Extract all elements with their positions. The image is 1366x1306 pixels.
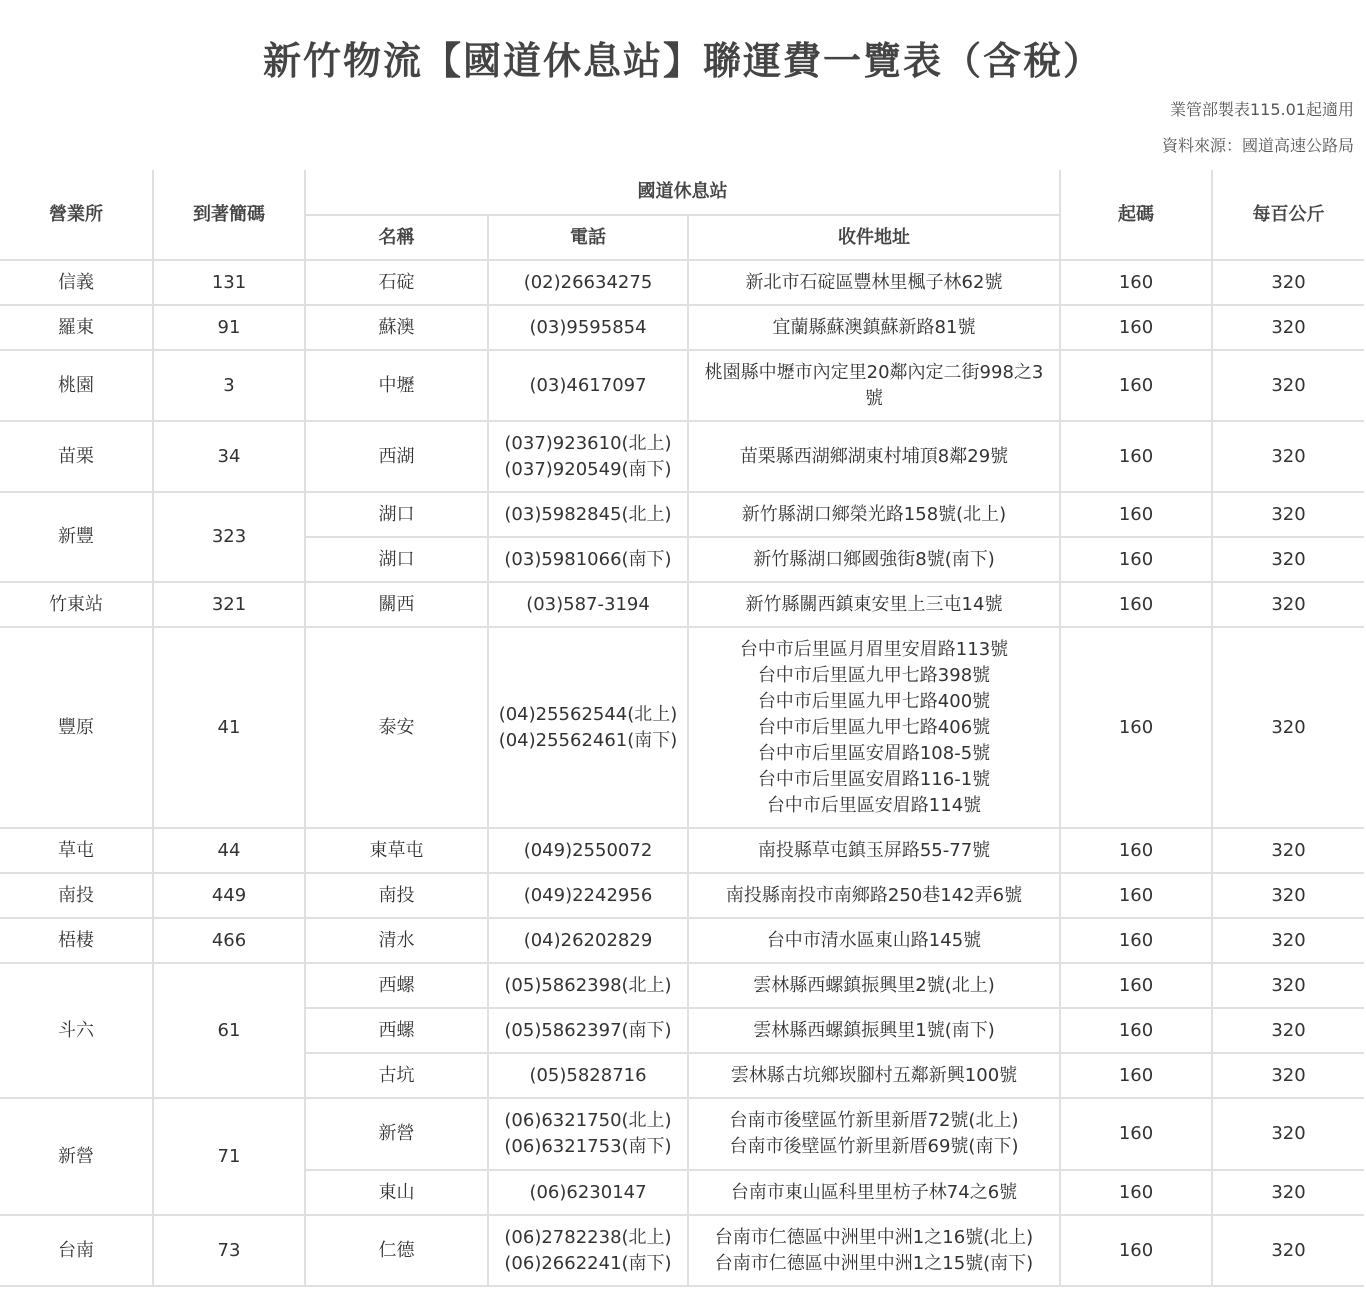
table-row	[0, 305, 1364, 350]
base-fee-cell: 160	[1060, 492, 1212, 537]
station-name-cell: 石碇	[305, 260, 488, 305]
code-cell: 41	[153, 627, 305, 828]
phone-cell: (06)6321750(北上) (06)6321753(南下)	[488, 1098, 688, 1170]
per-100kg-cell: 320	[1212, 350, 1364, 421]
station-name-cell: 古坑	[305, 1053, 488, 1098]
office-cell: 信義	[0, 260, 153, 305]
station-name-cell: 湖口	[305, 492, 488, 537]
address-cell: 台中市清水區東山路145號	[688, 918, 1060, 963]
address-cell: 新竹縣關西鎮東安里上三屯14號	[688, 582, 1060, 627]
address-cell: 台南市後壁區竹新里新厝72號(北上) 台南市後壁區竹新里新厝69號(南下)	[688, 1098, 1060, 1170]
address-cell: 台南市東山區科里里枋子林74之6號	[688, 1170, 1060, 1215]
station-name-cell: 南投	[305, 873, 488, 918]
base-fee-cell: 160	[1060, 627, 1212, 828]
base-fee-cell: 160	[1060, 305, 1212, 350]
per-100kg-cell: 320	[1212, 305, 1364, 350]
header-rest-stop-group: 國道休息站	[305, 170, 1060, 215]
office-cell: 斗六	[0, 963, 153, 1098]
per-100kg-cell: 320	[1212, 918, 1364, 963]
office-cell: 苗栗	[0, 421, 153, 492]
code-cell: 91	[153, 305, 305, 350]
per-100kg-cell: 320	[1212, 1098, 1364, 1170]
base-fee-cell: 160	[1060, 1008, 1212, 1053]
per-100kg-cell: 320	[1212, 421, 1364, 492]
base-fee-cell: 160	[1060, 350, 1212, 421]
phone-cell: (049)2550072	[488, 828, 688, 873]
phone-cell: (06)6230147	[488, 1170, 688, 1215]
phone-cell: (06)2782238(北上) (06)2662241(南下)	[488, 1215, 688, 1286]
header-per-100kg: 每百公斤	[1212, 170, 1364, 260]
station-name-cell: 西湖	[305, 421, 488, 492]
address-cell: 南投縣草屯鎮玉屏路55-77號	[688, 828, 1060, 873]
station-name-cell: 清水	[305, 918, 488, 963]
table-row	[0, 828, 1364, 873]
base-fee-cell: 160	[1060, 260, 1212, 305]
address-cell: 雲林縣西螺鎮振興里2號(北上)	[688, 963, 1060, 1008]
per-100kg-cell: 320	[1212, 582, 1364, 627]
address-cell: 台南市仁德區中洲里中洲1之16號(北上) 台南市仁德區中洲里中洲1之15號(南下)	[688, 1215, 1060, 1286]
code-cell: 466	[153, 918, 305, 963]
phone-cell: (037)923610(北上) (037)920549(南下)	[488, 421, 688, 492]
station-name-cell: 西螺	[305, 963, 488, 1008]
phone-cell: (05)5828716	[488, 1053, 688, 1098]
office-cell: 豐原	[0, 627, 153, 828]
phone-cell: (049)2242956	[488, 873, 688, 918]
fee-table	[0, 170, 1364, 1287]
table-row	[0, 260, 1364, 305]
address-cell: 台中市后里區月眉里安眉路113號 台中市后里區九甲七路398號 台中市后里區九甲七路400號 台中市后里區九甲七路406號 台中市后里區安眉路108-5號 台中市后里區安眉路116-1號 台中市后里區安眉路114號	[688, 627, 1060, 828]
per-100kg-cell: 320	[1212, 1008, 1364, 1053]
header-code: 到著簡碼	[153, 170, 305, 260]
phone-cell: (04)25562544(北上) (04)25562461(南下)	[488, 627, 688, 828]
phone-cell: (03)9595854	[488, 305, 688, 350]
per-100kg-cell: 320	[1212, 537, 1364, 582]
code-cell: 321	[153, 582, 305, 627]
base-fee-cell: 160	[1060, 537, 1212, 582]
office-cell: 草屯	[0, 828, 153, 873]
phone-cell: (03)5981066(南下)	[488, 537, 688, 582]
code-cell: 34	[153, 421, 305, 492]
code-cell: 323	[153, 492, 305, 582]
base-fee-cell: 160	[1060, 873, 1212, 918]
per-100kg-cell: 320	[1212, 1053, 1364, 1098]
base-fee-cell: 160	[1060, 1098, 1212, 1170]
page-title: 新竹物流【國道休息站】聯運費一覽表（含稅）	[262, 39, 1103, 83]
address-cell: 苗栗縣西湖鄉湖東村埔頂8鄰29號	[688, 421, 1060, 492]
code-cell: 61	[153, 963, 305, 1098]
table-row	[0, 492, 1364, 537]
address-cell: 雲林縣西螺鎮振興里1號(南下)	[688, 1008, 1060, 1053]
base-fee-cell: 160	[1060, 1170, 1212, 1215]
station-name-cell: 東草屯	[305, 828, 488, 873]
header-address: 收件地址	[688, 215, 1060, 260]
header-office: 營業所	[0, 170, 153, 260]
office-cell: 新營	[0, 1098, 153, 1215]
table-row	[0, 1098, 1364, 1170]
table-row	[0, 421, 1364, 492]
source-note: 資料來源：國道高速公路局	[1161, 136, 1354, 155]
office-cell: 梧棲	[0, 918, 153, 963]
address-cell: 新北市石碇區豐林里楓子林62號	[688, 260, 1060, 305]
table-row	[0, 1215, 1364, 1286]
office-cell: 南投	[0, 873, 153, 918]
address-cell: 宜蘭縣蘇澳鎮蘇新路81號	[688, 305, 1060, 350]
station-name-cell: 東山	[305, 1170, 488, 1215]
code-cell: 73	[153, 1215, 305, 1286]
header-base-fee: 起碼	[1060, 170, 1212, 260]
phone-cell: (04)26202829	[488, 918, 688, 963]
phone-cell: (03)5982845(北上)	[488, 492, 688, 537]
per-100kg-cell: 320	[1212, 1170, 1364, 1215]
table-row	[0, 627, 1364, 828]
base-fee-cell: 160	[1060, 963, 1212, 1008]
office-cell: 竹東站	[0, 582, 153, 627]
station-name-cell: 關西	[305, 582, 488, 627]
per-100kg-cell: 320	[1212, 963, 1364, 1008]
phone-cell: (05)5862397(南下)	[488, 1008, 688, 1053]
address-cell: 新竹縣湖口鄉榮光路158號(北上)	[688, 492, 1060, 537]
phone-cell: (05)5862398(北上)	[488, 963, 688, 1008]
header-name: 名稱	[305, 215, 488, 260]
station-name-cell: 泰安	[305, 627, 488, 828]
per-100kg-cell: 320	[1212, 828, 1364, 873]
code-cell: 71	[153, 1098, 305, 1215]
table-row	[0, 350, 1364, 421]
per-100kg-cell: 320	[1212, 1215, 1364, 1286]
station-name-cell: 西螺	[305, 1008, 488, 1053]
office-cell: 台南	[0, 1215, 153, 1286]
phone-cell: (03)4617097	[488, 350, 688, 421]
base-fee-cell: 160	[1060, 1215, 1212, 1286]
station-name-cell: 仁德	[305, 1215, 488, 1286]
per-100kg-cell: 320	[1212, 873, 1364, 918]
base-fee-cell: 160	[1060, 421, 1212, 492]
address-cell: 南投縣南投市南鄉路250巷142弄6號	[688, 873, 1060, 918]
phone-cell: (02)26634275	[488, 260, 688, 305]
effective-note: 業管部製表115.01起適用	[1170, 100, 1354, 119]
phone-cell: (03)587-3194	[488, 582, 688, 627]
address-cell: 雲林縣古坑鄉崁腳村五鄰新興100號	[688, 1053, 1060, 1098]
address-cell: 桃園縣中壢市內定里20鄰內定二街998之3號	[688, 350, 1060, 421]
code-cell: 449	[153, 873, 305, 918]
table-row	[0, 873, 1364, 918]
station-name-cell: 中壢	[305, 350, 488, 421]
code-cell: 131	[153, 260, 305, 305]
address-cell: 新竹縣湖口鄉國強街8號(南下)	[688, 537, 1060, 582]
office-cell: 新豐	[0, 492, 153, 582]
per-100kg-cell: 320	[1212, 627, 1364, 828]
table-row	[0, 918, 1364, 963]
per-100kg-cell: 320	[1212, 492, 1364, 537]
code-cell: 44	[153, 828, 305, 873]
table-row	[0, 963, 1364, 1008]
header-phone: 電話	[488, 215, 688, 260]
table-row	[0, 582, 1364, 627]
base-fee-cell: 160	[1060, 1053, 1212, 1098]
base-fee-cell: 160	[1060, 918, 1212, 963]
station-name-cell: 新營	[305, 1098, 488, 1170]
per-100kg-cell: 320	[1212, 260, 1364, 305]
fee-table-body	[0, 260, 1364, 1286]
station-name-cell: 湖口	[305, 537, 488, 582]
office-cell: 羅東	[0, 305, 153, 350]
station-name-cell: 蘇澳	[305, 305, 488, 350]
office-cell: 桃園	[0, 350, 153, 421]
header-row-1	[0, 170, 1364, 215]
code-cell: 3	[153, 350, 305, 421]
base-fee-cell: 160	[1060, 828, 1212, 873]
base-fee-cell: 160	[1060, 582, 1212, 627]
